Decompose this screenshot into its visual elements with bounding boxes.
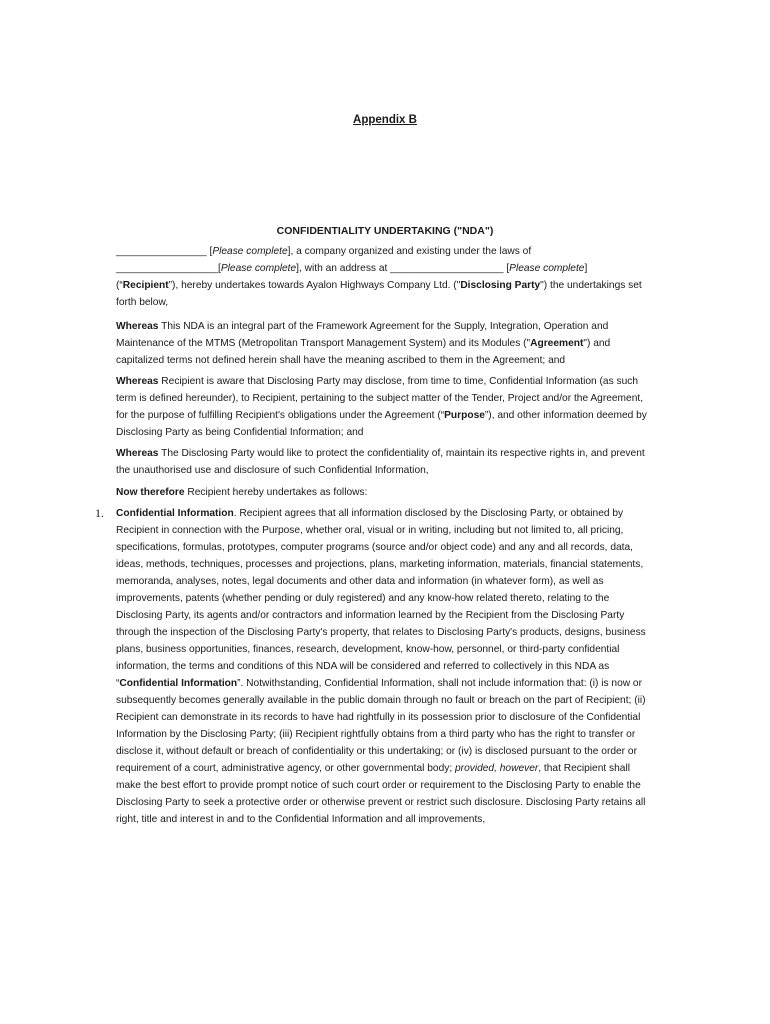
clause-1 (95, 505, 656, 828)
whereas-keyword: Whereas (116, 376, 159, 387)
placeholder-note: Please complete (220, 263, 297, 274)
defined-term-confidential-information: Confidential Information (119, 678, 238, 689)
document-title: CONFIDENTIALITY UNDERTAKING ("NDA") (276, 225, 494, 237)
now-therefore-keyword: Now therefore (116, 487, 185, 498)
whereas-paragraph-2: Whereas Recipient is aware that Disclosing Party may disclose, from time to time, Confidential Information (as such term is defined hereunder), to Recipient, pertaining to the subject matter of the Tender, Project and/or the Agreement, for the purpose of fulfilling Recipient's obligations under the Agreement (“Purpose”), and other information deemed by Disclosing Party as being Confidential Information; and (116, 376, 647, 438)
placeholder-note: Please complete (212, 246, 288, 257)
whereas-paragraph-1: Whereas This NDA is an integral part of the Framework Agreement for the Supply, Integration, Operation and Maintenance of the MTMS (Metropolitan Transport Management System) and its Modules ("Agreement") and capitalized terms not defined herein shall have the meaning ascribed to them in the Agreement; and (116, 321, 611, 366)
defined-term-agreement: Agreement (530, 338, 584, 349)
defined-term-disclosing-party: Disclosing Party (460, 280, 541, 291)
clause-heading: Confidential Information (116, 508, 234, 519)
appendix-title: Appendix B (353, 114, 417, 126)
placeholder-note: Please complete (509, 263, 585, 274)
clause-number: 1. (95, 506, 104, 520)
blank-jurisdiction: __________________ (116, 263, 218, 274)
whereas-keyword: Whereas (116, 321, 159, 332)
preamble-paragraph: ________________ [Please complete], a company organized and existing under the laws of __________________[Please complete], with an address at ____________________ [Please complete] (“Recipient”), hereby undertakes towards Ayalon Highways Company Ltd. ("Disclosing Party") the undertakings set forth below, (116, 246, 642, 308)
document-body (95, 243, 656, 828)
whereas-paragraph-3: Whereas The Disclosing Party would like to protect the confidentiality of, maintain its respective rights in, and prevent the unauthorised use and disclosure of such Confidential Information, (116, 448, 645, 476)
whereas-keyword: Whereas (116, 448, 159, 459)
clause-1-text: Confidential Information. Recipient agrees that all information disclosed by the Disclosing Party, or obtained by Recipient in connection with the Purpose, whether oral, visual or in writing, including but not limited to, all pricing, specifications, formulas, prototypes, computer programs (source and/or object code) and any and all records, data, ideas, methods, techniques, processes and projections, plans, marketing information, materials, financial statements, memoranda, analyses, notes, legal documents and other data and information (in whatever form), as well as improvements, patents (whether pending or duly registered) and any know-how related thereto, relating to the Disclosing Party, its agents and/or contractors and information learned by the Recipient from the Disclosing Party through the inspection of the Disclosing Party's property, that relates to Disclosing Party's products, designs, business plans, business opportunities, finances, research, development, know-how, personnel, or third-party confidential information, the terms and conditions of this NDA will be considered and referred to collectively in this NDA as “Confidential Information”. Notwithstanding, Confidential Information, shall not include information that: (i) is now or subsequently becomes generally available in the public domain through no fault or breach on the part of Recipient; (ii) Recipient can demonstrate in its records to have had rightfully in its possession prior to disclosure of the Confidential Information by the Disclosing Party; (iii) Recipient rightfully obtains from a third party who has the right to transfer or disclose it, without default or breach of confidentiality or this undertaking; or (iv) is disclosed pursuant to the order or requirement of a court, administrative agency, or other governmental body; provided, however, that Recipient shall make the best effort to provide prompt notice of such court order or requirement to the Disclosing Party to enable the Disclosing Party to seek a protective order or otherwise prevent or restrict such disclosure. Disclosing Party retains all right, title and interest in and to the Confidential Information and all improvements, (116, 508, 646, 825)
now-therefore-paragraph: Now therefore Recipient hereby undertakes as follows: (116, 487, 368, 498)
defined-term-recipient: Recipient (122, 280, 169, 291)
blank-company-name: ________________ (116, 246, 207, 257)
defined-term-purpose: Purpose (444, 410, 485, 421)
proviso-phrase: provided, however (455, 763, 539, 774)
